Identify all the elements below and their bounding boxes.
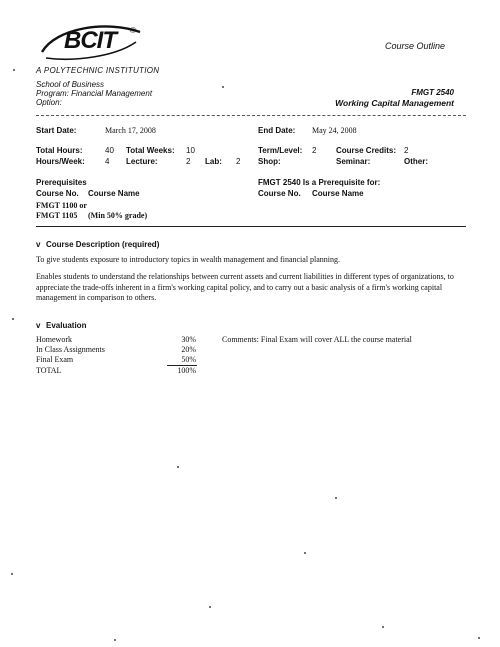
evaluation-comments: Comments: Final Exam will cover ALL the course material: [222, 335, 412, 344]
term-level-label: Term/Level:: [258, 146, 303, 155]
hours-week-label: Hours/Week:: [36, 157, 85, 166]
prereq-col-course-name: Course Name: [88, 189, 140, 198]
total-hours-label: Total Hours:: [36, 146, 83, 155]
total-weeks-value: 10: [186, 146, 195, 155]
evaluation-heading-text: Evaluation: [46, 321, 87, 330]
evaluation-item: In Class Assignments: [36, 345, 105, 354]
description-paragraph-2: Enables students to understand the relationships between current assets and current liabilities in different types of organizations, to appreciate the trade-offs inherent in a firm's working capital policy, and to carry out a basic analysis of a firm's working capital management in comparison to others.: [36, 272, 454, 302]
evaluation-row: [36, 345, 206, 354]
tagline: A POLYTECHNIC INSTITUTION: [36, 66, 160, 75]
lecture-label: Lecture:: [126, 157, 158, 166]
program-name: Program: Financial Management: [36, 89, 153, 98]
lecture-value: 2: [186, 157, 191, 166]
scan-speck: [335, 497, 337, 499]
start-date-value: March 17, 2008: [105, 126, 156, 135]
description-heading: [36, 240, 159, 249]
course-title: Working Capital Management: [335, 98, 454, 108]
scan-speck: [304, 552, 306, 554]
scan-speck: [11, 573, 13, 575]
evaluation-percent: 20%: [181, 345, 196, 354]
prerequisites-heading: Prerequisites: [36, 178, 87, 187]
scan-speck: [222, 86, 224, 88]
logo-wordmark: BCIT: [64, 27, 116, 54]
evaluation-percent: 30%: [181, 335, 196, 344]
prereq-course-1: FMGT 1100 or: [36, 201, 87, 210]
prereq-col-course-no: Course No.: [36, 189, 79, 198]
end-date-value: May 24, 2008: [312, 126, 357, 135]
prereq-course-2: FMGT 1105: [36, 211, 78, 220]
course-code: FMGT 2540: [411, 88, 454, 97]
scan-speck: [382, 626, 384, 628]
scan-speck: [12, 318, 14, 320]
bullet-icon: v: [36, 240, 41, 249]
seminar-label: Seminar:: [336, 157, 371, 166]
description-heading-text: Course Description (required): [46, 240, 160, 249]
term-level-value: 2: [312, 146, 317, 155]
scan-speck: [114, 639, 116, 641]
prereq-course-2-note: (Min 50% grade): [88, 211, 148, 220]
scan-speck: [209, 606, 211, 608]
evaluation-item: Final Exam: [36, 355, 74, 364]
is-prerequisite-heading: FMGT 2540 Is a Prerequisite for:: [258, 178, 381, 187]
course-credits-label: Course Credits:: [336, 146, 397, 155]
postreq-col-course-no: Course No.: [258, 189, 301, 198]
scan-speck: [478, 637, 480, 639]
evaluation-item: Homework: [36, 335, 72, 344]
bullet-icon: v: [36, 321, 41, 330]
document-type: Course Outline: [385, 41, 446, 51]
end-date-label: End Date:: [258, 126, 296, 135]
logo-registered-mark: ®: [130, 26, 136, 35]
lab-value: 2: [236, 157, 241, 166]
course-credits-value: 2: [404, 146, 409, 155]
bcit-logo: [36, 22, 146, 66]
evaluation-row: [36, 335, 206, 344]
option-label: Option:: [36, 98, 62, 107]
total-weeks-label: Total Weeks:: [126, 146, 175, 155]
section-divider: [36, 226, 466, 227]
description-paragraph-1: To give students exposure to introductory topics in wealth management and financial planning.: [36, 255, 341, 264]
header-divider: [36, 115, 466, 116]
start-date-label: Start Date:: [36, 126, 77, 135]
postreq-col-course-name: Course Name: [312, 189, 364, 198]
evaluation-row: [36, 355, 206, 364]
scan-speck: [13, 69, 15, 71]
lab-label: Lab:: [205, 157, 222, 166]
school-name: School of Business: [36, 80, 105, 89]
evaluation-total-row: [36, 366, 206, 375]
scan-speck: [177, 466, 179, 468]
total-hours-value: 40: [105, 146, 114, 155]
evaluation-percent: 50%: [181, 355, 196, 364]
evaluation-total-percent: 100%: [177, 366, 196, 375]
evaluation-heading: [36, 321, 86, 330]
other-label: Other:: [404, 157, 428, 166]
shop-label: Shop:: [258, 157, 281, 166]
evaluation-total-label: TOTAL: [36, 366, 62, 375]
hours-week-value: 4: [105, 157, 110, 166]
